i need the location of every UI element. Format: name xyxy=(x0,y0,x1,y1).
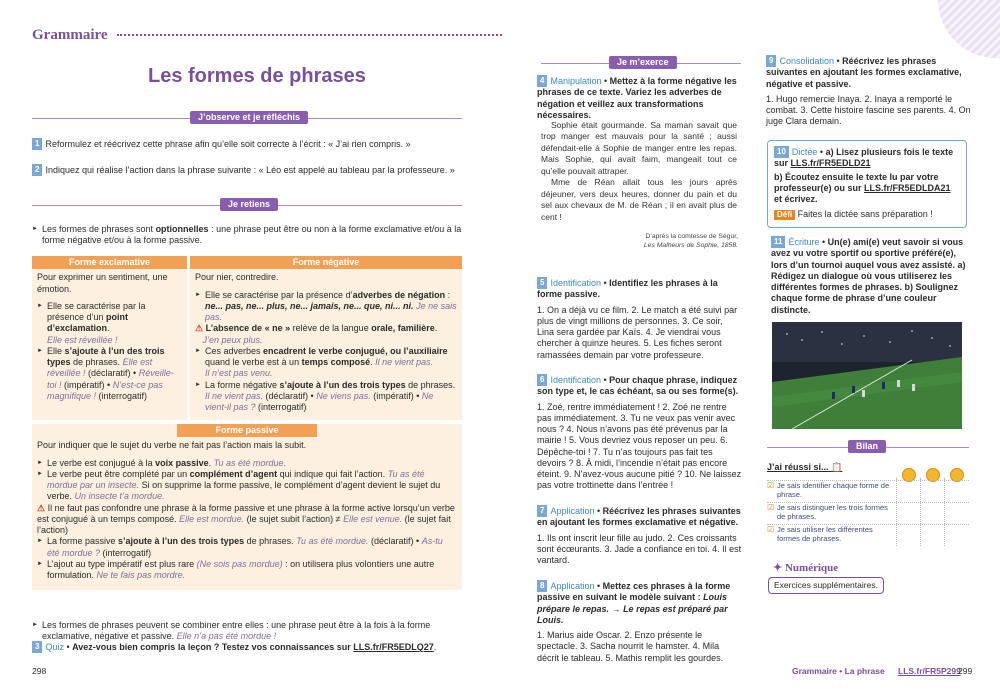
dictee-link-1[interactable]: LLS.fr/FR5EDLD21 xyxy=(790,158,871,169)
passive-box: Forme passive Pour indiquer que le sujet du verbe ne fait pas l’action mais la subit. ► Le verbe est conjugué à la voix passive. Tu as été mordue. ► Le verbe peut être complété par un complément d’agent qui indique qui fait l’action. Tu as été mordue par un insecte. Si on supprime la forme passive, le complément d’agent devient le sujet du verbe. Un insecte t’a mordue. ⚠ Il ne faut pas confondre une phrase à la forme passive et une phrase à la forme active lorsqu’un verbe est conjugué à un temps composé. Elle est mordue. (le sujet subit l’action) ≠ Elle est venue. (le sujet fait l’action) ► La forme passive s’ajoute à l’un des trois types de phrases. Tu as été mordue. (déclaratif) • As-tu été mordue ? (interrogatif) ► L’ajout au type impératif est plus rare (Ne sois pas mordue) : on utilisera plus volontiers une autre formulation. Ne te fais pas mordre. xyxy=(32,424,462,590)
footer-link[interactable]: LLS.fr/FR5P299 xyxy=(898,666,961,676)
exercise-10: 10 Dictée • a) Lisez plusieurs fois le texte sur LLS.fr/FR5EDLD21 b) Écoutez ensuite le texte lu par votre professeur(e) ou sur LLS.fr/FR5EDLDA21 et écrivez. Défi Faites la dictée sans préparation ! xyxy=(767,140,967,228)
bilan-item: ☑ Je sais utiliser les différentes formes de phrases. xyxy=(767,524,969,544)
combine-note: ► Les formes de phrases peuvent se combiner entre elles : une phrase peut être à la fois à la forme exclamative, négative et passive. Elle n’a pas été mordue ! xyxy=(32,620,472,643)
sparkle-icon: ✦ xyxy=(773,562,783,574)
exerce-heading: Je m’exerce xyxy=(609,56,677,69)
exercise-11: 11 Écriture • Un(e) ami(e) veut savoir si vous avez vu votre sportif ou sportive préféré(e), lors d’un tournoi auquel vous avez assisté. a) Rédigez un dialogue où vous utiliserez les différentes formes de phrases. b) Soulignez chaque forme de phrase d’une couleur distincte. xyxy=(771,237,966,315)
exercise-6: 6 Identification • Pour chaque phrase, indiquez son type et, le cas échéant, sa ou ses forme(s). 1. Zoé, rentre immédiatement ! 2. Zoé ne rentre pas immédiatement. 3. Tu ne veux pas venir avec nous ? 4. Nous n’avons pas été prévenus par la mairie ! 5. Vous devriez vous reposer un peu. 6. Dépêche-toi ! 7. Tu n’as toujours pas fait tes devoirs ? 8. À midi, l’incendie n’était pas encore éteint. 9. N’avez-vous aucune pitié ? 10. Ne laissez pas votre trottinette dans l’entrée ! xyxy=(537,375,742,491)
section-title: Grammaire xyxy=(32,27,108,43)
reading-text: Sophie était gourmande. Sa maman savait que trop manger est mauvais pour la santé ; aussi défendait-elle à Sophie de manger entre les repas. Mais Sophie, qui avait faim, mangeait tout ce qu’elle pouvait attraper. Mme de Réan allait tous les jours après déjeuner, vers deux heures, donner du pain et du sel aux chevaux de M. de Réan ; il en avait plus de cent ! xyxy=(541,120,737,222)
question-1: 1 Reformulez et réécrivez cette phrase afin qu’elle soit correcte à l’écrit : « J’ai rien compris. » xyxy=(32,138,482,150)
exercise-9: 9 Consolidation • Réécrivez les phrases suivantes en ajoutant les formes exclamative, négative et passive. 1. Hugo remercie Inaya. 2. Inaya a remporté le combat. 3. Cette histoire fascine ses parents. 4. On juge Clara demain. xyxy=(766,56,971,127)
warning-icon: ⚠ xyxy=(195,323,204,334)
exercise-8: 8 Application • Mettez ces phrases à la forme passive en suivant le modèle suivant : Louis prépare le repas. → Le repas est préparé par Louis. 1. Marius aide Oscar. 2. Enzo présente le spectacle. 3. Sacha nourrit le hamster. 4. Mila décrit le tableau. 5. Mathis remplit les gourdes. xyxy=(537,581,731,663)
stadium-photo xyxy=(772,322,962,429)
retiens-heading: Je retiens xyxy=(220,198,278,211)
defi-tag: Défi xyxy=(774,210,795,220)
exclamative-title: Forme exclamative xyxy=(32,256,187,269)
exercise-5: 5 Identification • Identifiez les phrases à la forme passive. 1. On a déjà vu ce film. 2. Le match a été suivi par plus de vingt millions de personnes. 3. Ce soir, Lina sera gardée par Kaïs. 4. Je viendrai vous chercher à quinze heures. 5. Les fiches seront ramassées demain par votre professeure. xyxy=(537,278,738,360)
dictee-link-2[interactable]: LLS.fr/FR5EDLDA21 xyxy=(864,182,951,193)
retiens-intro: ► Les formes de phrases sont optionnelles : une phrase peut être ou non à la forme exclamative et/ou à la forme négative et/ou à la forme passive. xyxy=(32,224,472,247)
bilan-item: ☑ Je sais identifier chaque forme de phrase. xyxy=(767,480,969,500)
quiz-link[interactable]: LLS.fr/FR5EDLQ27 xyxy=(353,642,434,652)
question-2: 2 Indiquez qui réalise l’action dans la phrase suivante : « Léo est appelé au tableau par la professeure. » xyxy=(32,164,482,176)
bilan-heading: Bilan xyxy=(848,440,886,453)
exclamative-box: Forme exclamative Pour exprimer un sentiment, une émotion. ► Elle se caractérise par la présence d’un point d’exclamation. Elle est réveillée ! ► Elle s’ajoute à l’un des trois types de phrases. Elle est réveillée ! (déclaratif) • Réveille-toi ! (impératif) • N’est-ce pas magnifique ! (interrogatif) xyxy=(32,256,187,420)
numerique-title: ✦ Numérique xyxy=(773,562,839,574)
corner-decoration xyxy=(938,0,1000,58)
reussi-label: J’ai réussi si... 📋 xyxy=(767,462,843,472)
header-dotted-rule xyxy=(117,34,502,36)
negative-title: Forme négative xyxy=(190,256,462,269)
negative-box: Forme négative Pour nier, contredire. ► Elle se caractérise par la présence d’adverbes de négation : ne... pas, ne... plus, ne... jamais, ne... que, ni... ni. Je ne sais pas. ⚠ L’absence de « ne » relève de la langue orale, familière. J’en peux plus. ► Ces adverbes encadrent le verbe conjugué, ou l’auxiliaire quand le verbe est à un temps composé. Il ne vient pas. Il n’est pas venu. ► La forme négative s’ajoute à l’un des trois types de phrases. Il ne vient pas. (déclaratif) • Ne viens pas. (impératif) • Ne vient-il pas ? (interrogatif) xyxy=(190,256,462,420)
observe-heading: J’observe et je réfléchis xyxy=(190,111,308,124)
exclamative-purpose: Pour exprimer un sentiment, une émotion. xyxy=(37,272,168,294)
negative-purpose: Pour nier, contredire. xyxy=(195,272,279,283)
passive-title: Forme passive xyxy=(177,424,317,437)
footer-label: Grammaire • La phrase xyxy=(792,666,885,676)
passive-purpose: Pour indiquer que le sujet du verbe ne fait pas l’action mais la subit. xyxy=(37,440,307,451)
quiz: 3 Quiz • Avez-vous bien compris la leçon ? Testez vos connaissances sur LLS.fr/FR5EDLQ27. xyxy=(32,641,482,653)
warning-icon: ⚠ xyxy=(37,502,46,513)
right-page-number: 299 xyxy=(958,666,973,676)
extra-exercises-button[interactable]: Exercices supplémentaires. xyxy=(768,577,884,594)
left-page-number: 298 xyxy=(32,666,47,676)
exercise-7: 7 Application • Réécrivez les phrases suivantes en ajoutant les formes exclamative et négative. 1. Ils ont inscrit leur fille au judo. 2. Ces croissants sont écœurants. 3. Jade a confiance en toi. 4. Il est vantard. xyxy=(537,506,742,565)
bilan-item: ☑ Je sais distinguer les trois formes de phrases. xyxy=(767,502,969,522)
checklist-icon: 📋 xyxy=(831,462,843,472)
page-title: Les formes de phrases xyxy=(148,65,366,87)
text-credit: D’après la comtesse de Ségur, Les Malheurs de Sophie, 1858. xyxy=(643,233,738,249)
exercise-4: 4 Manipulation • Mettez à la forme négative les phrases de ce texte. Variez les adverbes de négation et veillez aux transformations nécessaires. xyxy=(537,76,737,120)
